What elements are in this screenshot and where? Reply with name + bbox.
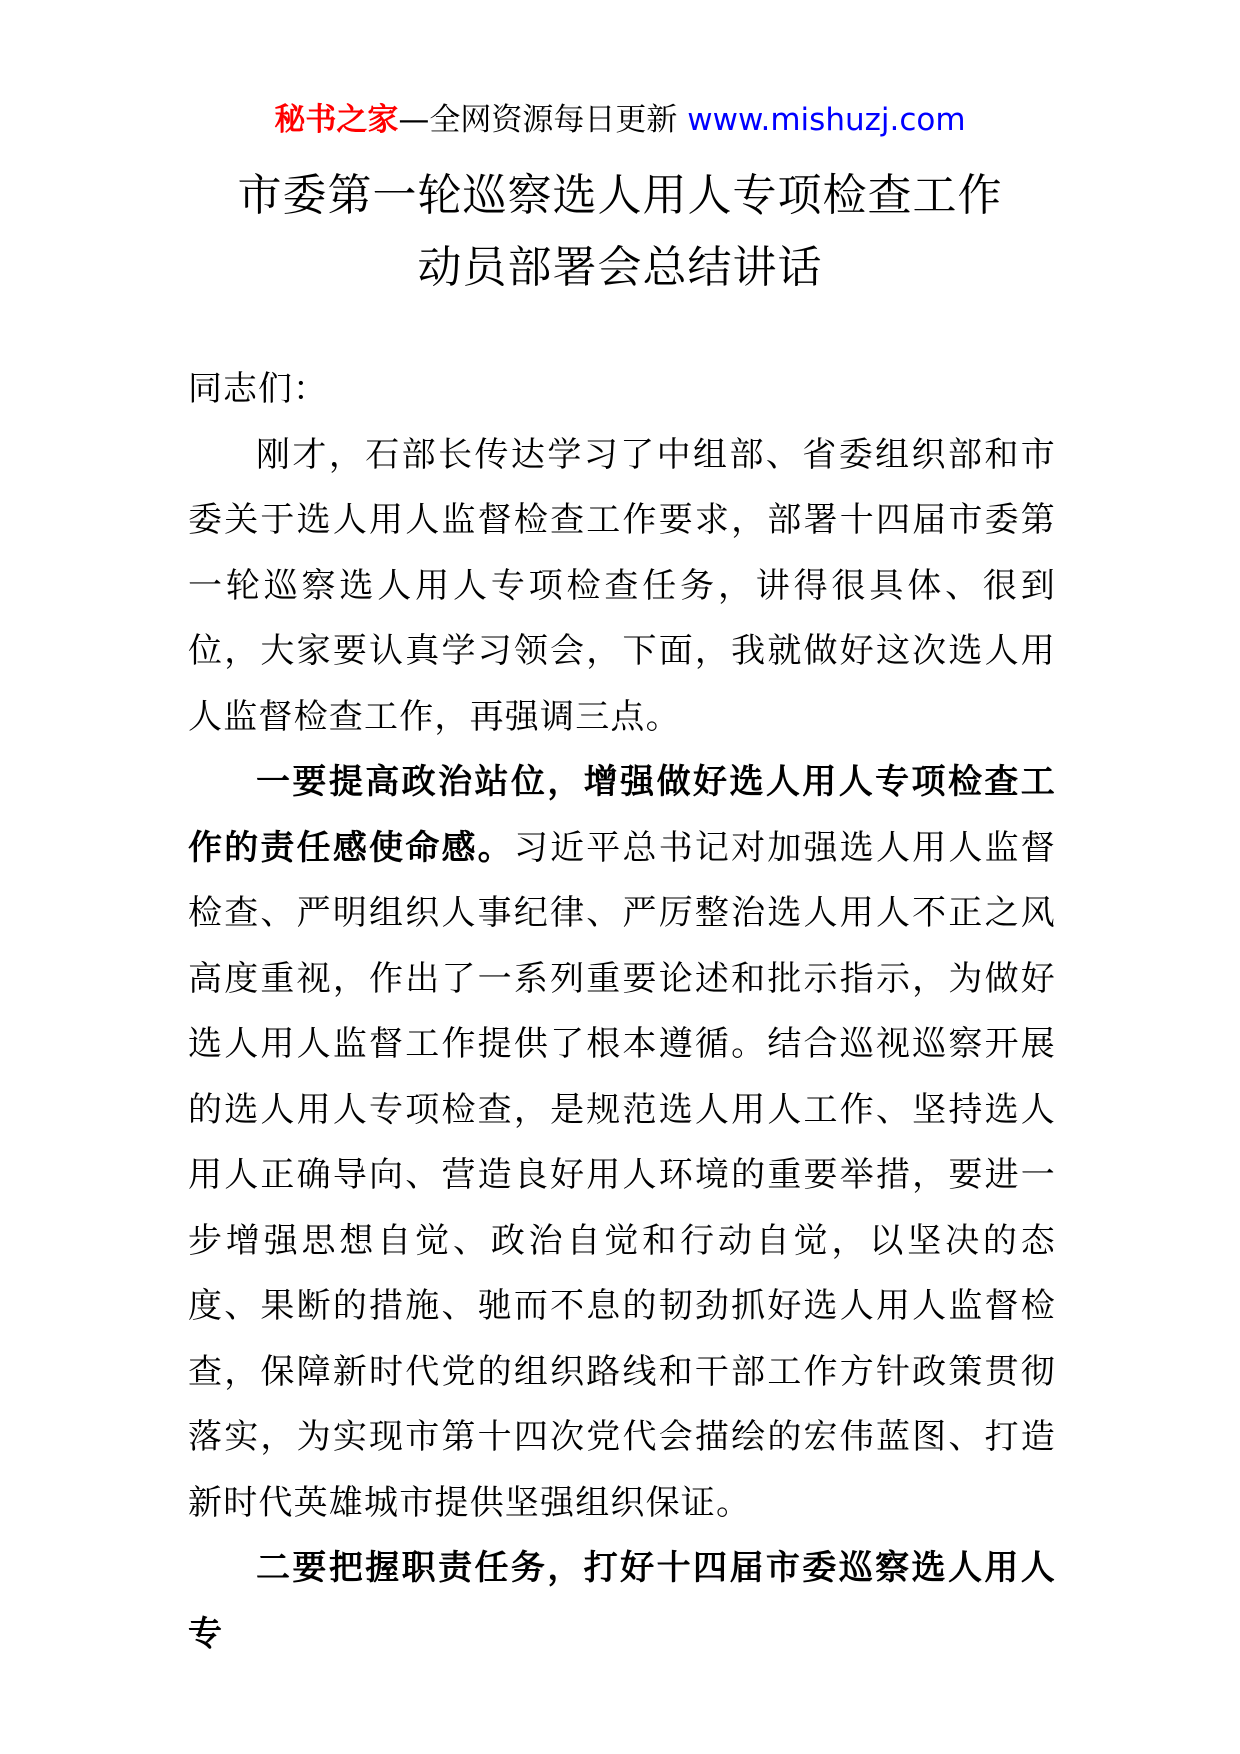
paragraph-2-text: 习近平总书记对加强选人用人监督检查、严明组织人事纪律、严厉整治选人用人不正之风高度重视，作出了一系列重要论述和批示指示，为做好选人用人监督工作提供了根本遵循。结合巡视巡察开展的选人用人专项检查，是规范选人用人工作、坚持选人用人正确导向、营造良好用人环境的重要举措，要进一步增强思想自觉、政治自觉和行动自觉，以坚决的态度、果断的措施、驰而不息的韧劲抓好选人用人监督检查，保障新时代党的组织路线和干部工作方针政策贯彻落实，为实现市第十四次党代会描绘的宏伟蓝图、打造新时代英雄城市提供坚强组织保证。 (188, 827, 1056, 1523)
site-header (0, 100, 1240, 140)
paragraph-2 (188, 750, 1056, 1536)
site-url-link[interactable]: www.mishuzj.com (687, 102, 966, 138)
title-line-1: 市委第一轮巡察选人用人专项检查工作 (237, 170, 1003, 221)
paragraph-3 (188, 1536, 1056, 1667)
salutation: 同志们： (188, 369, 328, 409)
document-title (0, 160, 1240, 304)
brand-name: 秘书之家 (274, 102, 399, 138)
header-tagline: —全网资源每日更新 (398, 102, 678, 138)
paragraph-1-text: 刚才，石部长传达学习了中组部、省委组织部和市委关于选人用人监督检查工作要求，部署十四届市委第一轮巡察选人用人专项检查任务，讲得很具体、很到位，大家要认真学习领会，下面，我就做好这次选人用人监督检查工作，再强调三点。 (188, 434, 1056, 737)
document-body (188, 357, 1056, 1667)
paragraph-3-lead: 二要把握职责任务，打好十四届市委巡察选人用人专 (188, 1548, 1056, 1654)
paragraph-1 (188, 423, 1056, 751)
title-line-2: 动员部署会总结讲话 (417, 242, 823, 293)
paragraph-2-lead: 一要提高政治站位，增强做好选人用人专项检查工作的责任感使命感。 (188, 762, 1056, 868)
